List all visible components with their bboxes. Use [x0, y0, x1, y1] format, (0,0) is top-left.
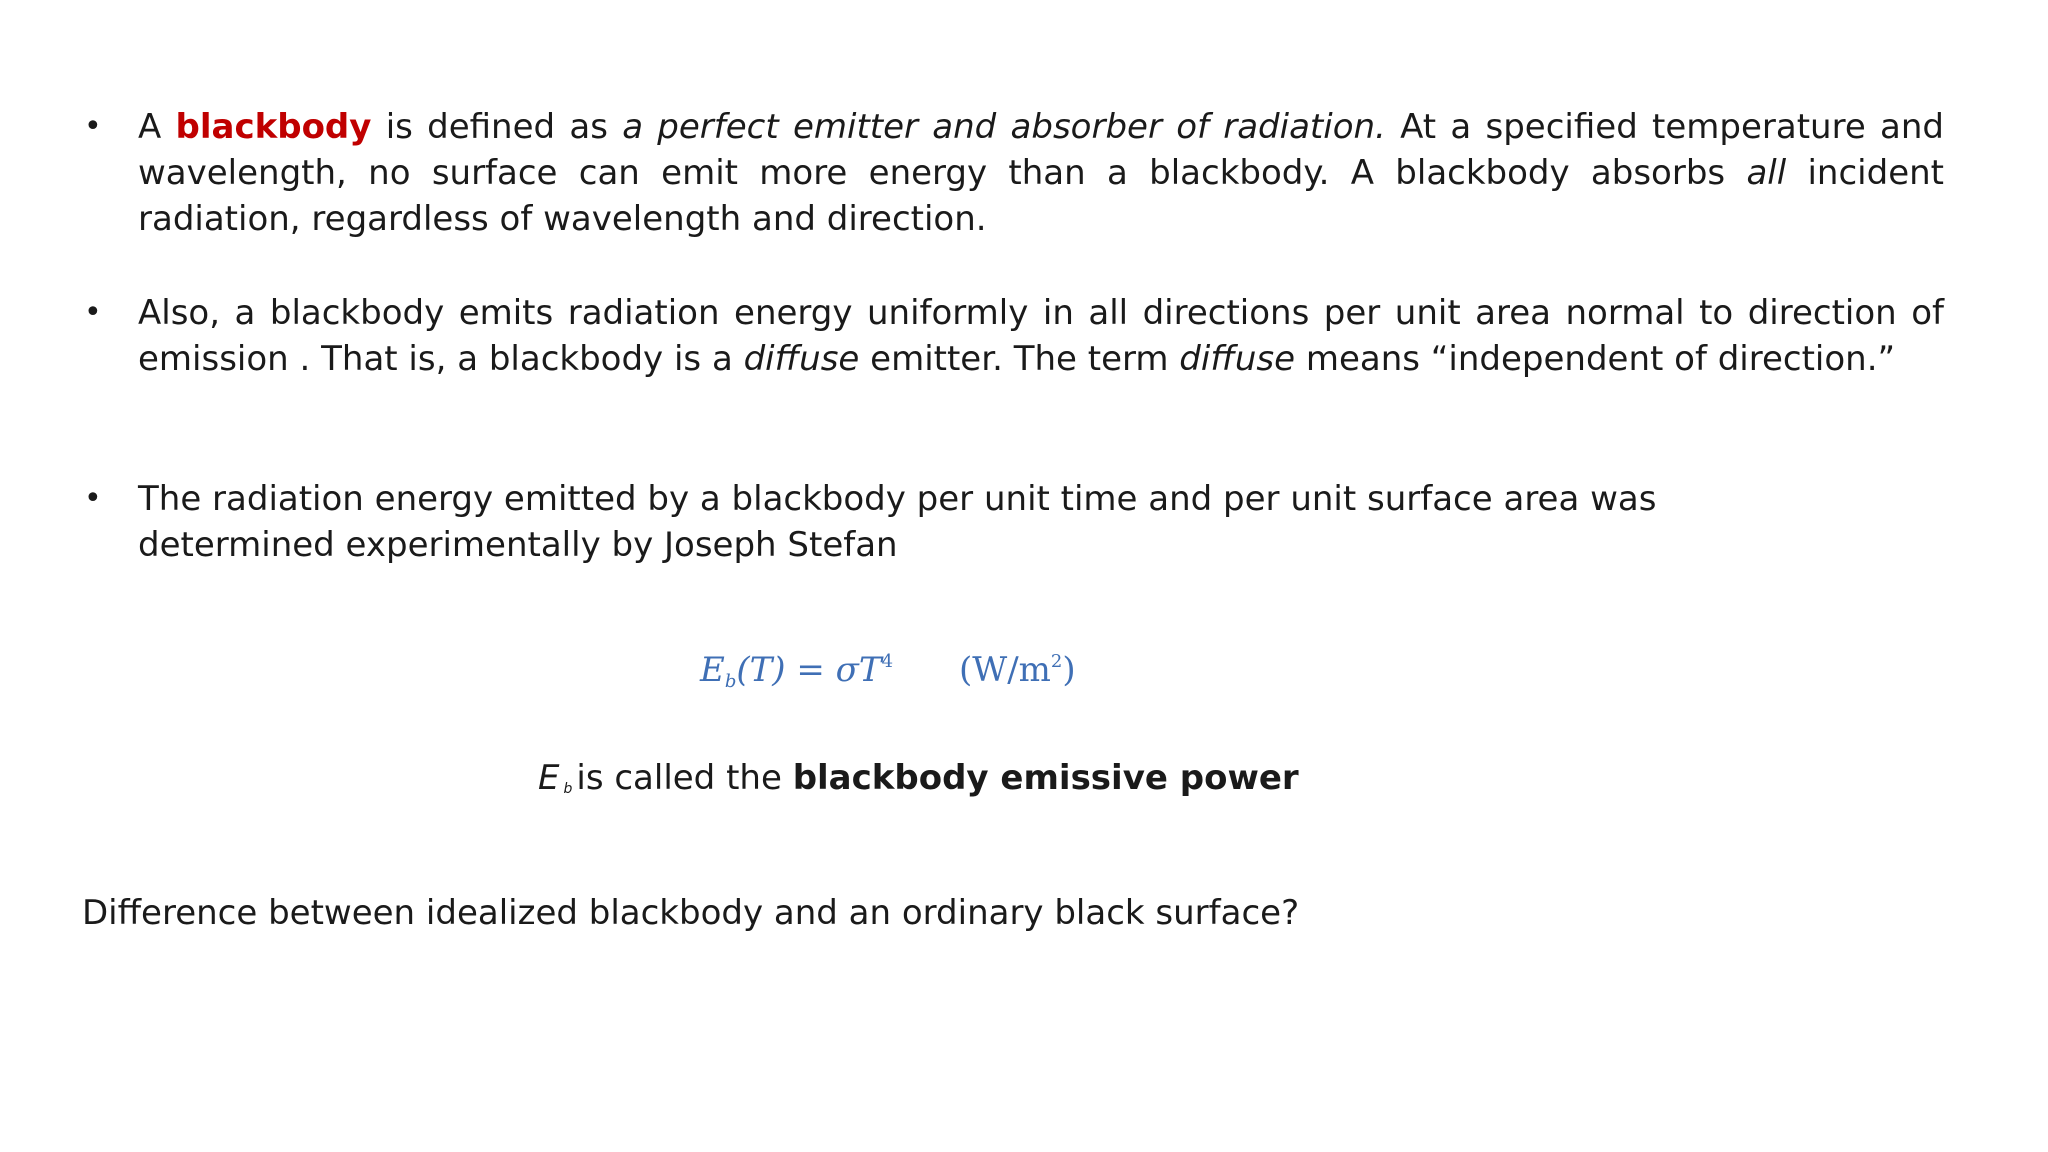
- bullet-diffuse-emitter: [84, 290, 1944, 382]
- equation-symbol-e: E: [700, 650, 725, 690]
- equation-exponent: 4: [881, 651, 894, 672]
- caption-symbol-e: E: [538, 758, 560, 798]
- question-text: Difference between idealized blackbody and an ordinary black surface?: [82, 893, 1300, 933]
- units-exponent: 2: [1050, 651, 1063, 672]
- text-run: emitter. The term: [859, 339, 1180, 379]
- bullet-text: [138, 290, 1944, 382]
- emphasis-all: all: [1746, 153, 1787, 193]
- term-blackbody: blackbody: [175, 107, 372, 147]
- text-run: is defined as: [371, 107, 623, 147]
- stefan-boltzmann-equation: [700, 650, 1076, 692]
- caption-text: is called the: [576, 758, 793, 798]
- units-text: ): [1062, 650, 1076, 690]
- equation-units: [959, 650, 1076, 690]
- bullet-marker: •: [84, 109, 102, 144]
- text-run: At a specified temperature and wavelength, no surface can emit more energy than a blackbody. A blackbody absorbs: [138, 107, 1944, 193]
- emphasis-diffuse: diffuse: [1179, 339, 1296, 379]
- units-text: (W/m: [959, 650, 1051, 690]
- text-run: Also, a blackbody emits radiation energy uniformly in all directions per unit area normal to direction of emission . That is, a blackbody is a: [138, 293, 1944, 379]
- emphasis-diffuse: diffuse: [743, 339, 860, 379]
- equation-lhs: (T) = σT: [736, 650, 882, 690]
- bullet-text: The radiation energy emitted by a blackbody per unit time and per unit surface area was determined experimentally by Joseph Stefan: [138, 479, 1657, 565]
- equation-subscript-b: b: [724, 671, 737, 692]
- emissive-power-caption: [538, 758, 1299, 798]
- definition-phrase: a perfect emitter and absorber of radiation.: [622, 107, 1386, 147]
- text-run: A: [138, 107, 176, 147]
- bullet-marker: •: [84, 481, 102, 516]
- caption-term: blackbody emissive power: [792, 758, 1299, 798]
- bullet-blackbody-definition: [84, 104, 1944, 242]
- bullet-marker: •: [84, 295, 102, 330]
- bullet-text: [138, 104, 1944, 242]
- bullet-stefan: [84, 476, 1944, 568]
- text-run: means “independent of direction.”: [1295, 339, 1896, 379]
- text-run: incident radiation, regardless of wavelength and direction.: [138, 153, 1944, 239]
- caption-subscript-b: b: [563, 781, 573, 797]
